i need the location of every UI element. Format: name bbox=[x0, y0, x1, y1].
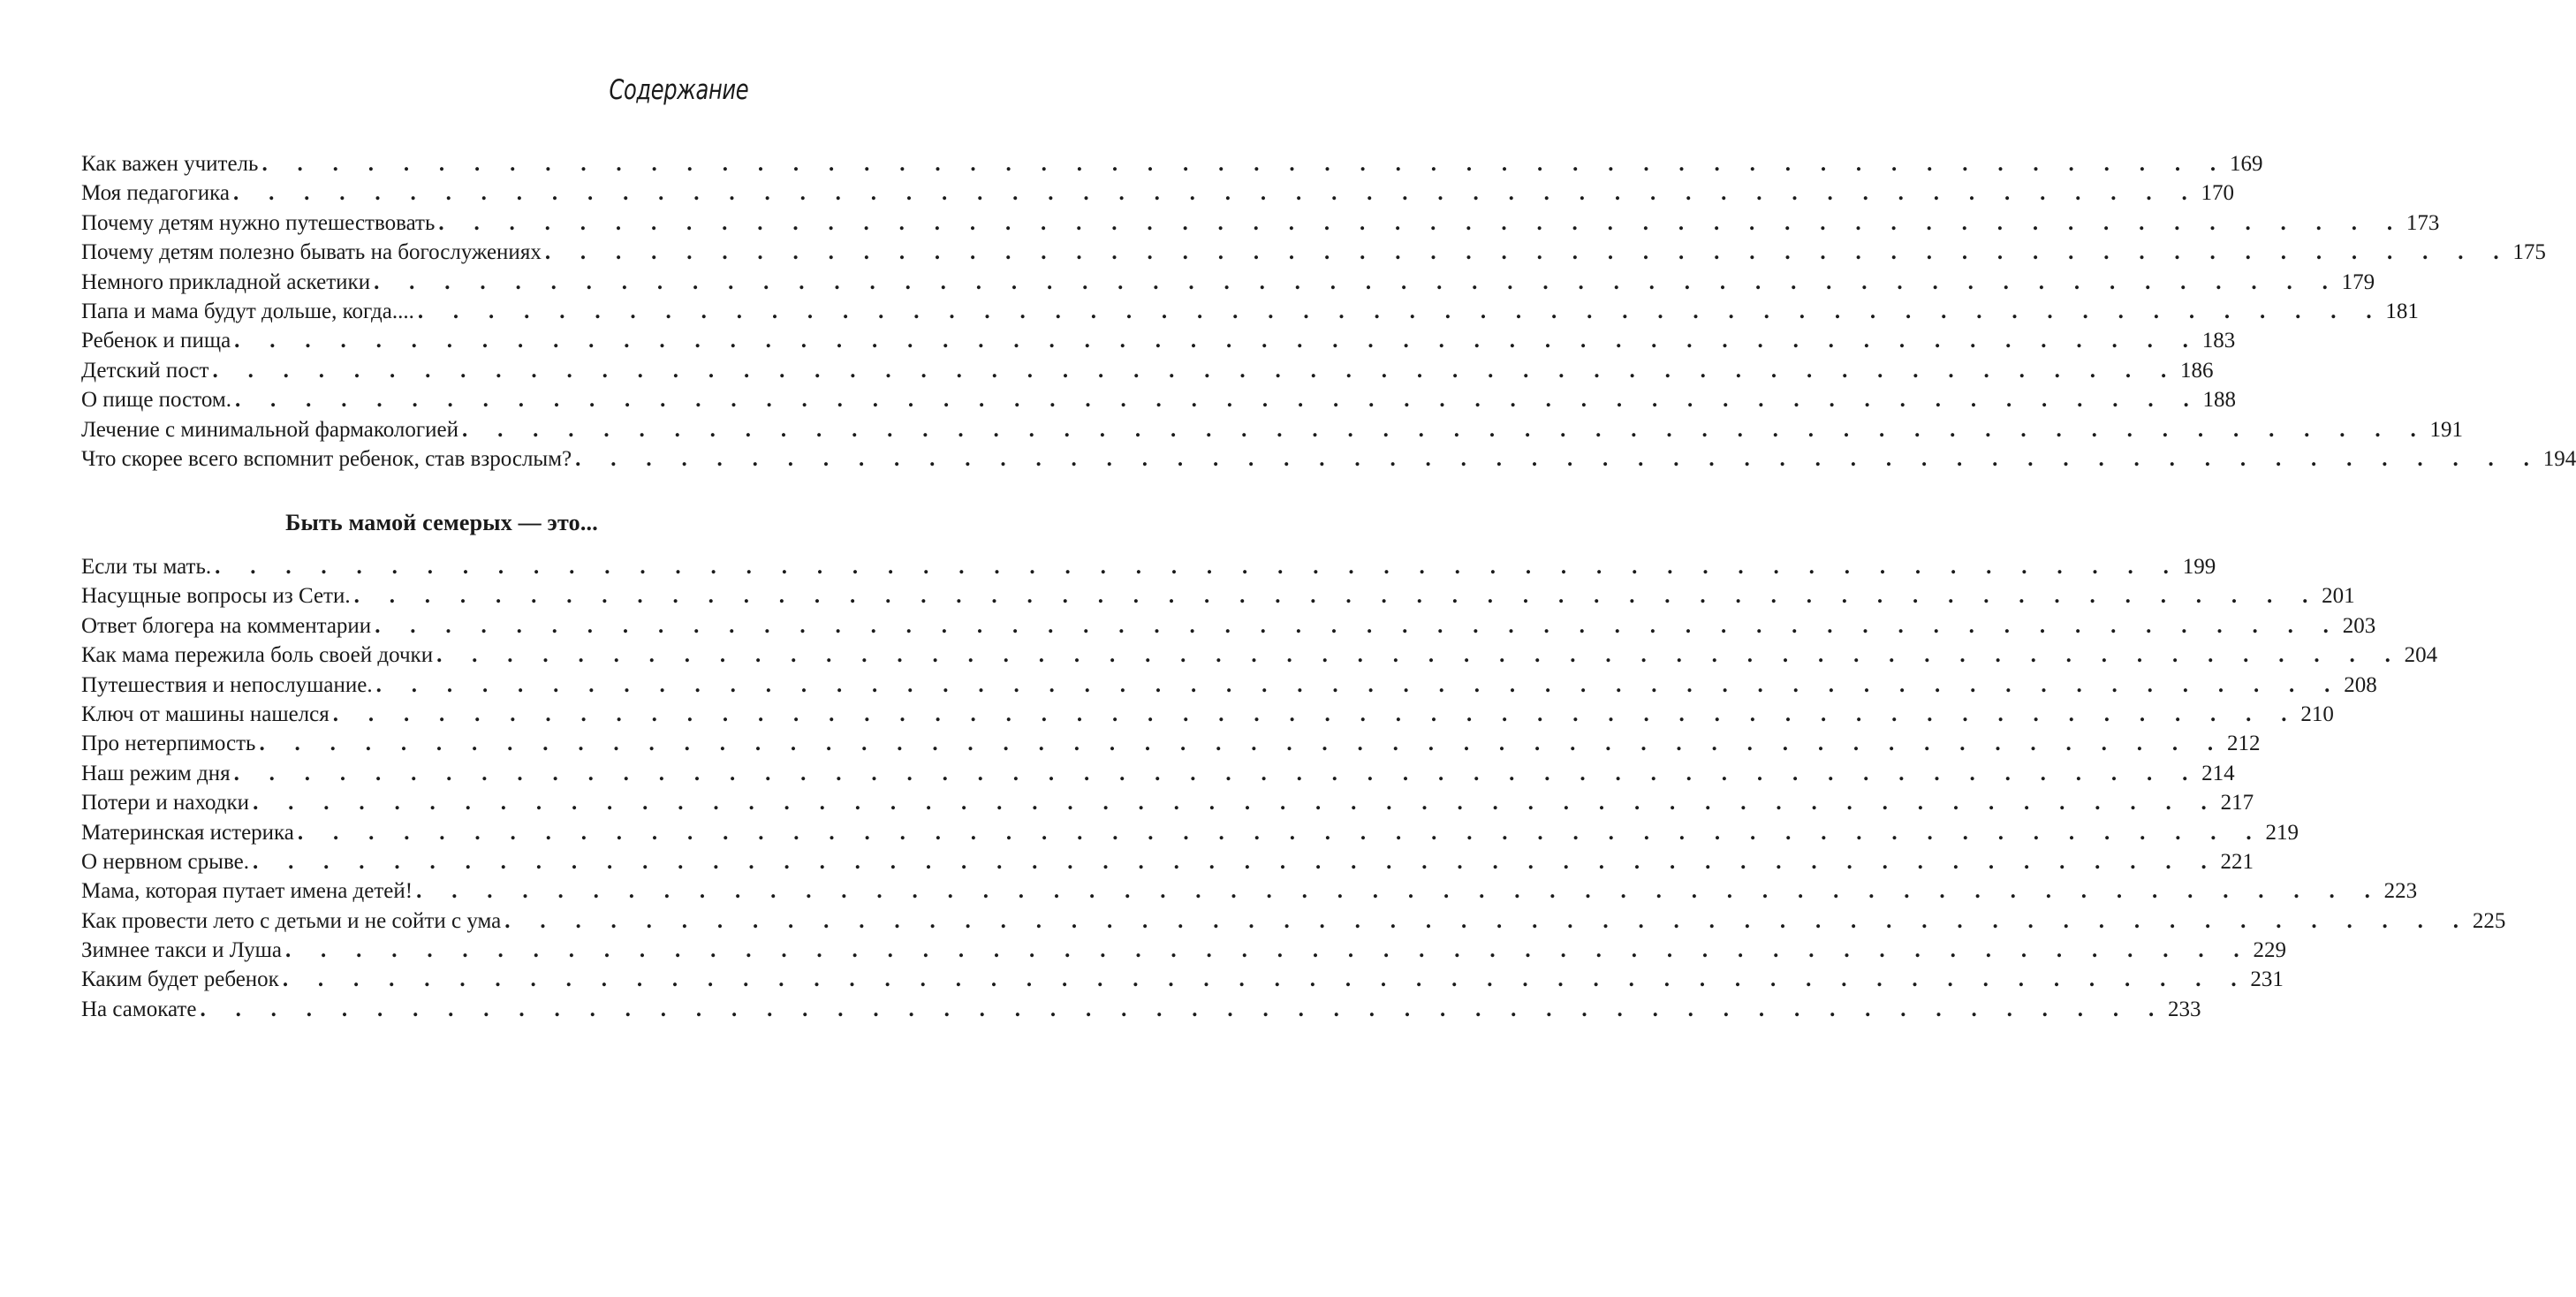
toc-dot-leader: . . . . . . . . . . . . . . . . . . . . . . . . . . . . . . . . . . . . . . . . . . . . . . . . . . . . . . . . bbox=[297, 820, 2264, 845]
toc-entry-title: Ответ блогера на комментарии bbox=[81, 613, 372, 638]
toc-entry-page: 173 bbox=[2406, 210, 2440, 235]
toc-entry-page: 194 bbox=[2542, 446, 2576, 471]
toc-dot-leader: . . . . . . . . . . . . . . . . . . . . . . . . . . . . . . . . . . . . . . . . . . . . . . . . . . . . . . . . bbox=[253, 791, 2219, 815]
toc-entry[interactable] bbox=[81, 671, 2377, 700]
toc-entry-title: Каким будет ребенок bbox=[81, 967, 279, 992]
toc-dot-leader: . . . . . . . . . . . . . . . . . . . . . . . . . . . . . . . . . . . . . . . . . . . . . . . . . . . . . . . . bbox=[252, 849, 2219, 874]
toc-entry-title: Лечение с минимальной фармакологией bbox=[81, 417, 458, 442]
toc-entry-page: 208 bbox=[2344, 672, 2377, 697]
toc-entry-title: На самокате bbox=[81, 997, 197, 1021]
toc-entry[interactable] bbox=[81, 238, 2546, 267]
toc-entry-page: 231 bbox=[2250, 967, 2284, 992]
toc-dot-leader: . . . . . . . . . . . . . . . . . . . . . . . . . . . . . . . . . . . . . . . . . . . . . . . . . . . . . . . . bbox=[436, 643, 2403, 668]
toc-entry[interactable] bbox=[81, 149, 2263, 178]
toc-entry[interactable] bbox=[81, 552, 2216, 581]
toc-dot-leader: . . . . . . . . . . . . . . . . . . . . . . . . . . . . . . . . . . . . . . . . . . . . . . . . . . . . . . . . bbox=[284, 938, 2252, 963]
toc-entry[interactable] bbox=[81, 759, 2235, 788]
toc-dot-leader: . . . . . . . . . . . . . . . . . . . . . . . . . . . . . . . . . . . . . . . . . . . . . . . . . . . . . . . . bbox=[332, 702, 2299, 726]
toc-entry-title: Ключ от машины нашелся bbox=[81, 702, 330, 726]
toc-entry-title: О нервном срыве. bbox=[81, 849, 249, 874]
toc-dot-leader: . . . . . . . . . . . . . . . . . . . . . . . . . . . . . . . . . . . . . . . . . . . . . . . . . . . . . . . . bbox=[233, 761, 2201, 785]
toc-entry-page: 217 bbox=[2220, 791, 2254, 815]
toc-entry[interactable] bbox=[81, 936, 2286, 965]
toc-entry[interactable] bbox=[81, 847, 2254, 876]
toc-dot-leader: . . . . . . . . . . . . . . . . . . . . . . . . . . . . . . . . . . . . . . . . . . . . . . . . . . . . . . . . bbox=[374, 269, 2340, 294]
toc-dot-leader: . . . . . . . . . . . . . . . . . . . . . . . . . . . . . . . . . . . . . . . . . . . . . . . . . . . . . . . . bbox=[234, 388, 2201, 413]
toc-entry[interactable] bbox=[81, 268, 2375, 297]
toc-entry[interactable] bbox=[81, 876, 2418, 906]
toc-entry-title: Потери и находки bbox=[81, 791, 250, 815]
toc-entry-title: Моя педагогика bbox=[81, 181, 230, 206]
toc-entry-page: 170 bbox=[2201, 181, 2235, 206]
toc-entry-title: Почему детям полезно бывать на богослужениях bbox=[81, 240, 542, 265]
toc-dot-leader: . . . . . . . . . . . . . . . . . . . . . . . . . . . . . . . . . . . . . . . . . . . . . . . . . . . . . . . . bbox=[261, 152, 2228, 176]
toc-dot-leader: . . . . . . . . . . . . . . . . . . . . . . . . . . . . . . . . . . . . . . . . . . . . . . . . . . . . . . . . bbox=[375, 613, 2341, 638]
toc-dot-leader: . . . . . . . . . . . . . . . . . . . . . . . . . . . . . . . . . . . . . . . . . . . . . . . . . . . . . . . . bbox=[375, 672, 2343, 697]
toc-entry[interactable] bbox=[81, 641, 2438, 670]
toc-dot-leader: . . . . . . . . . . . . . . . . . . . . . . . . . . . . . . . . . . . . . . . . . . . . . . . . . . . . . . . . bbox=[504, 908, 2471, 933]
section-heading: Быть мамой семерых — это... bbox=[285, 510, 598, 535]
toc-entry-title: Мама, которая путает имена детей! bbox=[81, 879, 413, 904]
toc-dot-leader: . . . . . . . . . . . . . . . . . . . . . . . . . . . . . . . . . . . . . . . . . . . . . . . . . . . . . . . . bbox=[417, 299, 2384, 323]
toc-entry-page: 223 bbox=[2383, 879, 2418, 904]
toc-entry-page: 188 bbox=[2202, 388, 2237, 413]
toc-entry[interactable] bbox=[81, 581, 2355, 611]
toc-dot-leader: . . . . . . . . . . . . . . . . . . . . . . . . . . . . . . . . . . . . . . . . . . . . . . . . . . . . . . . . bbox=[234, 329, 2201, 353]
toc-entry[interactable] bbox=[81, 178, 2235, 208]
toc-entry-page: 186 bbox=[2180, 358, 2214, 383]
toc-entry-title: Папа и мама будут дольше, когда.... bbox=[81, 299, 414, 323]
toc-entry[interactable] bbox=[81, 729, 2261, 758]
toc-dot-leader: . . . . . . . . . . . . . . . . . . . . . . . . . . . . . . . . . . . . . . . . . . . . . . . . . . . . . . . . bbox=[353, 584, 2321, 609]
toc-entry-page: 229 bbox=[2253, 938, 2286, 963]
toc-entry-page: 233 bbox=[2168, 997, 2201, 1021]
toc-entry-title: Материнская истерика bbox=[81, 820, 294, 845]
toc-dot-leader: . . . . . . . . . . . . . . . . . . . . . . . . . . . . . . . . . . . . . . . . . . . . . . . . . . . . . . . . bbox=[282, 967, 2249, 992]
toc-entry-page: 210 bbox=[2300, 702, 2334, 726]
toc-entry-page: 214 bbox=[2201, 761, 2235, 785]
toc-dot-leader: . . . . . . . . . . . . . . . . . . . . . . . . . . . . . . . . . . . . . . . . . . . . . . . . . . . . . . . . bbox=[575, 446, 2542, 471]
toc-dot-leader: . . . . . . . . . . . . . . . . . . . . . . . . . . . . . . . . . . . . . . . . . . . . . . . . . . . . . . . . bbox=[544, 240, 2512, 265]
toc-entry[interactable] bbox=[81, 385, 2237, 414]
toc-entry-title: Зимнее такси и Луша bbox=[81, 938, 282, 963]
toc-entry-title: Как важен учитель bbox=[81, 152, 259, 176]
toc-entry-title: Как мама пережила боль своей дочки bbox=[81, 643, 434, 668]
toc-entry-title: Почему детям нужно путешествовать bbox=[81, 210, 436, 235]
toc-entry-title: О пище постом. bbox=[81, 388, 231, 413]
toc-entry-title: Про нетерпимость bbox=[81, 732, 256, 756]
toc-entry-title: Если ты мать. bbox=[81, 555, 212, 579]
toc-dot-leader: . . . . . . . . . . . . . . . . . . . . . . . . . . . . . . . . . . . . . . . . . . . . . . . . . . . . . . . . bbox=[438, 210, 2405, 235]
toc-entry-page: 221 bbox=[2220, 849, 2254, 874]
toc-entry-page: 175 bbox=[2512, 240, 2546, 265]
toc-entry[interactable] bbox=[81, 415, 2464, 444]
toc-entry-page: 212 bbox=[2227, 732, 2261, 756]
toc-entry[interactable] bbox=[81, 788, 2254, 817]
toc-entry-title: Ребенок и пища bbox=[81, 329, 231, 353]
toc-entry[interactable] bbox=[81, 444, 2576, 474]
toc-entry[interactable] bbox=[81, 356, 2214, 385]
toc-entry-page: 191 bbox=[2429, 417, 2464, 442]
toc-entry[interactable] bbox=[81, 611, 2376, 641]
toc-entry[interactable] bbox=[81, 965, 2284, 994]
running-header: Содержание bbox=[609, 74, 748, 106]
toc-entry[interactable] bbox=[81, 209, 2440, 238]
toc-entry-page: 181 bbox=[2385, 299, 2419, 323]
toc-dot-leader: . . . . . . . . . . . . . . . . . . . . . . . . . . . . . . . . . . . . . . . . . . . . . . . . . . . . . . . . bbox=[212, 358, 2179, 383]
toc-entry[interactable] bbox=[81, 995, 2201, 1024]
toc-dot-leader: . . . . . . . . . . . . . . . . . . . . . . . . . . . . . . . . . . . . . . . . . . . . . . . . . . . . . . . . bbox=[200, 997, 2167, 1021]
toc-entry-page: 203 bbox=[2342, 613, 2376, 638]
toc-dot-leader: . . . . . . . . . . . . . . . . . . . . . . . . . . . . . . . . . . . . . . . . . . . . . . . . . . . . . . . . bbox=[416, 879, 2383, 904]
toc-section-two bbox=[81, 552, 2506, 1024]
toc-entry[interactable] bbox=[81, 326, 2236, 355]
toc-entry[interactable] bbox=[81, 700, 2334, 729]
toc-entry-title: Детский пост bbox=[81, 358, 209, 383]
toc-entry-page: 204 bbox=[2404, 643, 2438, 668]
toc-entry-page: 169 bbox=[2230, 152, 2263, 176]
toc-dot-leader: . . . . . . . . . . . . . . . . . . . . . . . . . . . . . . . . . . . . . . . . . . . . . . . . . . . . . . . . bbox=[461, 417, 2428, 442]
toc-entry-page: 219 bbox=[2265, 820, 2299, 845]
toc-entry-page: 199 bbox=[2182, 555, 2216, 579]
toc-dot-leader: . . . . . . . . . . . . . . . . . . . . . . . . . . . . . . . . . . . . . . . . . . . . . . . . . . . . . . . . bbox=[232, 181, 2200, 206]
toc-entry-title: Насущные вопросы из Сети. bbox=[81, 584, 351, 609]
toc-entry-title: Наш режим дня bbox=[81, 761, 231, 785]
toc-dot-leader: . . . . . . . . . . . . . . . . . . . . . . . . . . . . . . . . . . . . . . . . . . . . . . . . . . . . . . . . bbox=[215, 555, 2181, 579]
toc-entry[interactable] bbox=[81, 818, 2299, 847]
toc-entry-title: Немного прикладной аскетики bbox=[81, 269, 371, 294]
toc-entry-page: 179 bbox=[2341, 269, 2375, 294]
toc-entry-title: Что скорее всего вспомнит ребенок, став взрослым? bbox=[81, 446, 572, 471]
toc-entry[interactable] bbox=[81, 906, 2506, 936]
toc-entry-page: 183 bbox=[2201, 329, 2236, 353]
toc-section-one bbox=[81, 149, 2576, 474]
toc-entry-title: Путешествия и непослушание. bbox=[81, 672, 373, 697]
toc-entry[interactable] bbox=[81, 297, 2419, 326]
toc-entry-title: Как провести лето с детьми и не сойти с ума bbox=[81, 908, 502, 933]
toc-entry-page: 225 bbox=[2472, 908, 2506, 933]
toc-dot-leader: . . . . . . . . . . . . . . . . . . . . . . . . . . . . . . . . . . . . . . . . . . . . . . . . . . . . . . . . bbox=[259, 732, 2225, 756]
toc-entry-page: 201 bbox=[2322, 584, 2355, 609]
